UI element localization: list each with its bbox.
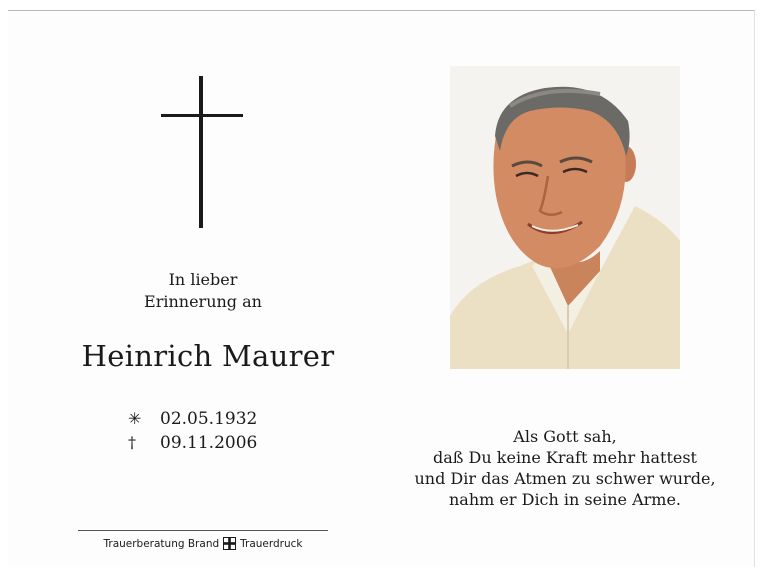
poem-line-3: und Dir das Atmen zu schwer wurde,	[414, 469, 716, 488]
cross-horizontal-bar	[161, 114, 243, 117]
cross-grid-logo-icon	[223, 537, 236, 550]
deceased-name: Heinrich Maurer	[81, 339, 335, 373]
cross-vertical-bar	[199, 76, 203, 228]
footer-left-text: Trauerberatung Brand	[103, 537, 220, 550]
card-left-panel	[18, 23, 390, 567]
death-date: 09.11.2006	[160, 433, 258, 453]
footer-divider	[78, 530, 328, 531]
poem-line-1: Als Gott sah,	[513, 427, 617, 446]
life-dates	[128, 407, 257, 455]
poem-line-2: daß Du keine Kraft mehr hattest	[433, 448, 697, 467]
poem	[405, 426, 725, 510]
memory-line-1: In lieber	[168, 270, 238, 289]
birth-star-icon: ✳	[128, 409, 142, 428]
memory-line-2: Erinnerung an	[144, 292, 262, 311]
footer-right-text: Trauerdruck	[240, 537, 303, 550]
death-cross-icon: †	[128, 433, 136, 452]
memory-text	[118, 269, 288, 313]
birth-date: 02.05.1932	[160, 409, 258, 429]
portrait-photo	[450, 66, 680, 369]
death-row	[128, 431, 257, 455]
poem-line-4: nahm er Dich in seine Arme.	[449, 490, 681, 509]
printer-footer	[78, 537, 328, 550]
birth-row	[128, 407, 257, 431]
cross-icon	[161, 76, 243, 228]
